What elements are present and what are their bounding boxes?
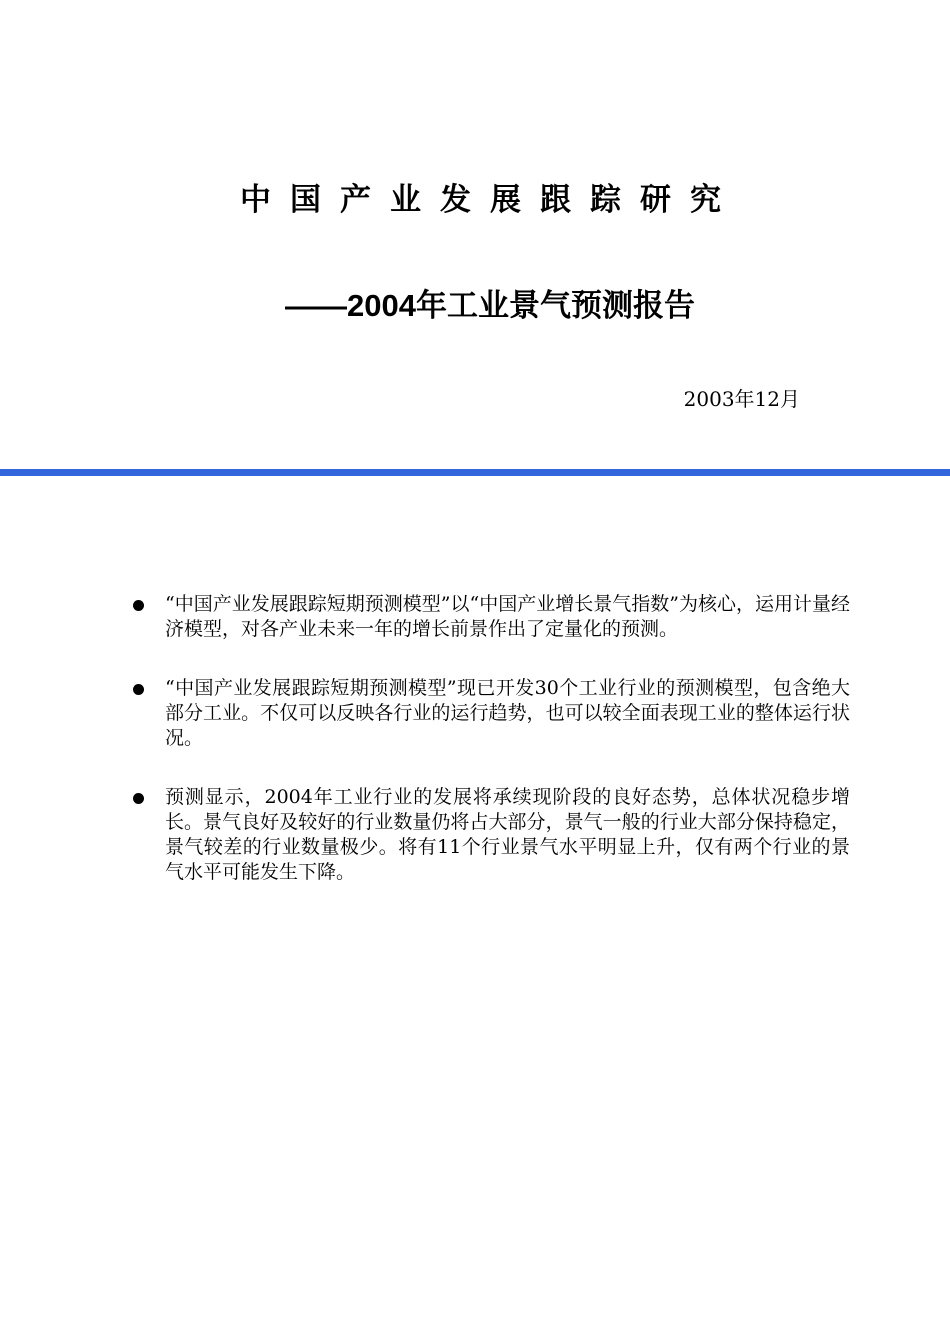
- bullet-dot-icon: [133, 600, 144, 611]
- bullet-dot-icon: [133, 684, 144, 695]
- bullet-dot-icon: [133, 793, 144, 804]
- report-subtitle: ——2004年工业景气预测报告: [285, 288, 695, 323]
- summary-bullet-item: [125, 676, 850, 751]
- bullet-text: 预测显示，2004年工业行业的发展将承续现阶段的良好态势，总体状况稳步增长。景气良好及较好的行业数量仍将占大部分，景气一般的行业大部分保持稳定，景气较差的行业数量极少。将有11个行业景气水平明显上升，仅有两个行业的景气水平可能发生下降。: [165, 786, 850, 883]
- report-date: 2003年12月: [683, 387, 800, 411]
- summary-bullet-item: [125, 785, 850, 885]
- summary-bullet-item: [125, 592, 850, 642]
- bullet-text: “中国产业发展跟踪短期预测模型”以“中国产业增长景气指数”为核心，运用计量经济模型，对各产业未来一年的增长前景作出了定量化的预测。: [165, 593, 850, 640]
- summary-bullet-list: [125, 592, 850, 919]
- bullet-text: “中国产业发展跟踪短期预测模型”现已开发30个工业行业的预测模型，包含绝大部分工业。不仅可以反映各行业的运行趋势，也可以较全面表现工业的整体运行状况。: [165, 677, 850, 749]
- blue-divider: [0, 469, 950, 476]
- report-title: 中国产业发展跟踪研究: [240, 182, 740, 218]
